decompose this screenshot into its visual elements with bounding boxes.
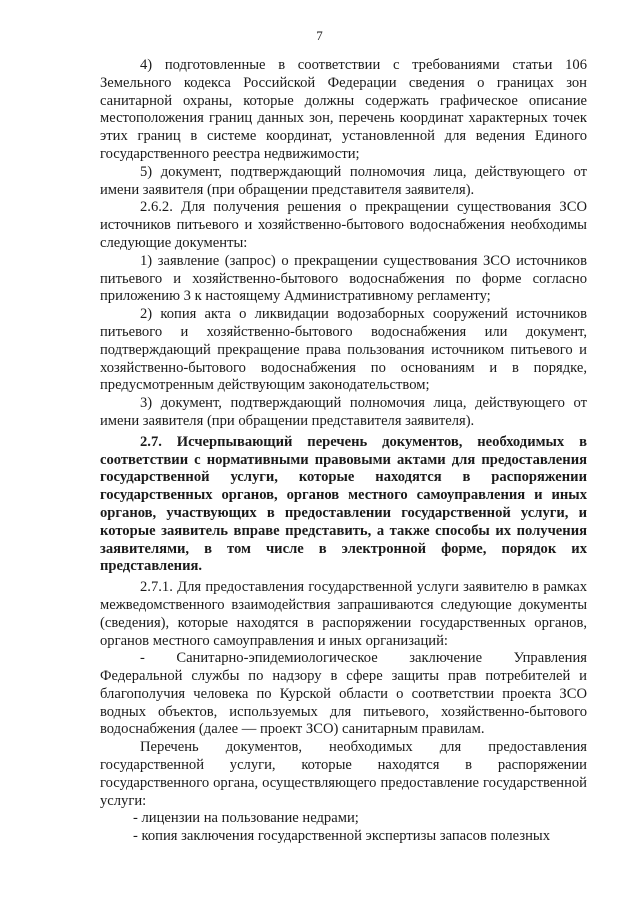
page-number: 7 — [316, 28, 323, 43]
list-item-expertise-copy: - копия заключения государственной экспертизы запасов полезных — [133, 828, 550, 845]
section-heading-2-7: 2.7. Исчерпывающий перечень документов, необходимых в соответствии с нормативными правовыми актами для предоставления государственной услуги, которые находятся в распоряжении государственных органов, органов местного самоуправления и иных органов, участвующих в предоставлении государственной услуги, и которые заявитель вправе представить, а также способы их получения заявителями, в том числе в электронной форме, порядок их представления. — [100, 433, 587, 575]
paragraph-item-3: 3) документ, подтверждающий полномочия лица, действующего от имени заявителя (при обращении представителя заявителя). — [100, 395, 587, 429]
paragraph-2-7-1: 2.7.1. Для предоставления государственной услуги заявителю в рамках межведомственного взаимодействия запрашиваются следующие документы (сведения), которые находятся в распоряжении государственных органов, органов местного самоуправления и иных организаций: — [100, 579, 587, 649]
document-body — [100, 57, 587, 846]
paragraph-item-1: 1) заявление (запрос) о прекращении существования ЗСО источников питьевого и хозяйственно-бытового водоснабжения по форме согласно приложению 3 к настоящему Административному регламенту; — [100, 252, 587, 305]
paragraph-documents-list-intro: Перечень документов, необходимых для предоставления государственной услуги, которые находятся в распоряжении государственного органа, осуществляющего предоставление государственной услуги: — [100, 739, 587, 809]
paragraph-2-6-2: 2.6.2. Для получения решения о прекращении существования ЗСО источников питьевого и хозяйственно-бытового водоснабжения необходимы следующие документы: — [100, 199, 587, 251]
paragraph-item-2: 2) копия акта о ликвидации водозаборных сооружений источников питьевого и хозяйственно-бытового водоснабжения или документ, подтверждающий прекращение права пользования источником питьевого и хозяйственно-бытового водоснабжения по основаниям и в порядке, предусмотренным действующим законодательством; — [100, 306, 587, 394]
paragraph-sanitary-conclusion: - Санитарно-эпидемиологическое заключение Управления Федеральной службы по надзору в сфере защиты прав потребителей и благополучия человека по Курской области о соответствии проекта ЗСО водных объектов, используемых для питьевого, хозяйственно-бытового водоснабжения (далее — проект ЗСО) санитарным правилам. — [100, 650, 587, 738]
list-item-licenses: - лицензии на пользование недрами; — [133, 810, 359, 827]
paragraph-item-4: 4) подготовленные в соответствии с требованиями статьи 106 Земельного кодекса Российской Федерации сведения о границах зон санитарной охраны, которые должны содержать графическое описание местоположения границ данных зон, перечень координат характерных точек этих границ в системе координат, установленной для ведения Единого государственного реестра недвижимости; — [100, 57, 587, 162]
paragraph-item-5: 5) документ, подтверждающий полномочия лица, действующего от имени заявителя (при обращении представителя заявителя). — [100, 163, 587, 198]
